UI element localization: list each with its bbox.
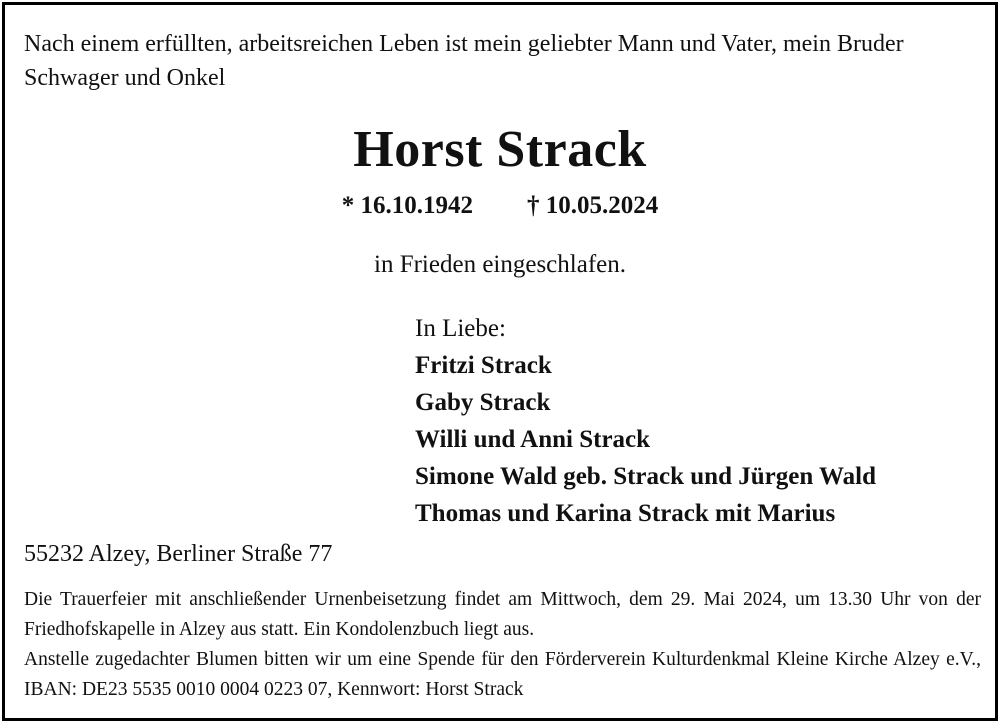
ceremony-text: Die Trauerfeier mit anschließender Urnenbeisetzung findet am Mittwoch, dem 29. Mai 2024, um 13.30 Uhr von der Friedhofskapelle in Alzey aus statt. Ein Kondolenzbuch liegt aus.	[24, 589, 981, 640]
ceremony-notice	[24, 585, 981, 705]
donation-text: Anstelle zugedachter Blumen bitten wir um eine Spende für den Förderverein Kulturdenkmal Kleine Kirche Alzey e.V., IBAN: DE23 5535 0010 0004 0223 07, Kennwort: Horst Strack	[24, 649, 981, 700]
address: 55232 Alzey, Berliner Straße 77	[24, 541, 333, 567]
family-member: Willi und Anni Strack	[415, 426, 651, 453]
death-date: † 10.05.2024	[527, 192, 659, 219]
family-member: Simone Wald geb. Strack und Jürgen Wald	[415, 463, 876, 490]
family-lead: In Liebe:	[415, 315, 506, 342]
family-list	[415, 310, 876, 532]
intro-text: Nach einem erfüllten, arbeitsreichen Leben ist mein geliebter Mann und Vater, mein Bruder Schwager und Onkel	[24, 31, 904, 91]
birth-date: * 16.10.1942	[341, 192, 473, 219]
deceased-name: Horst Strack	[353, 121, 647, 178]
obituary-notice	[2, 2, 998, 721]
family-member: Gaby Strack	[415, 389, 551, 416]
peace-line: in Frieden eingeschlafen.	[374, 251, 626, 278]
life-dates	[5, 189, 995, 223]
family-member: Thomas und Karina Strack mit Marius	[415, 500, 836, 527]
family-member: Fritzi Strack	[415, 352, 552, 379]
